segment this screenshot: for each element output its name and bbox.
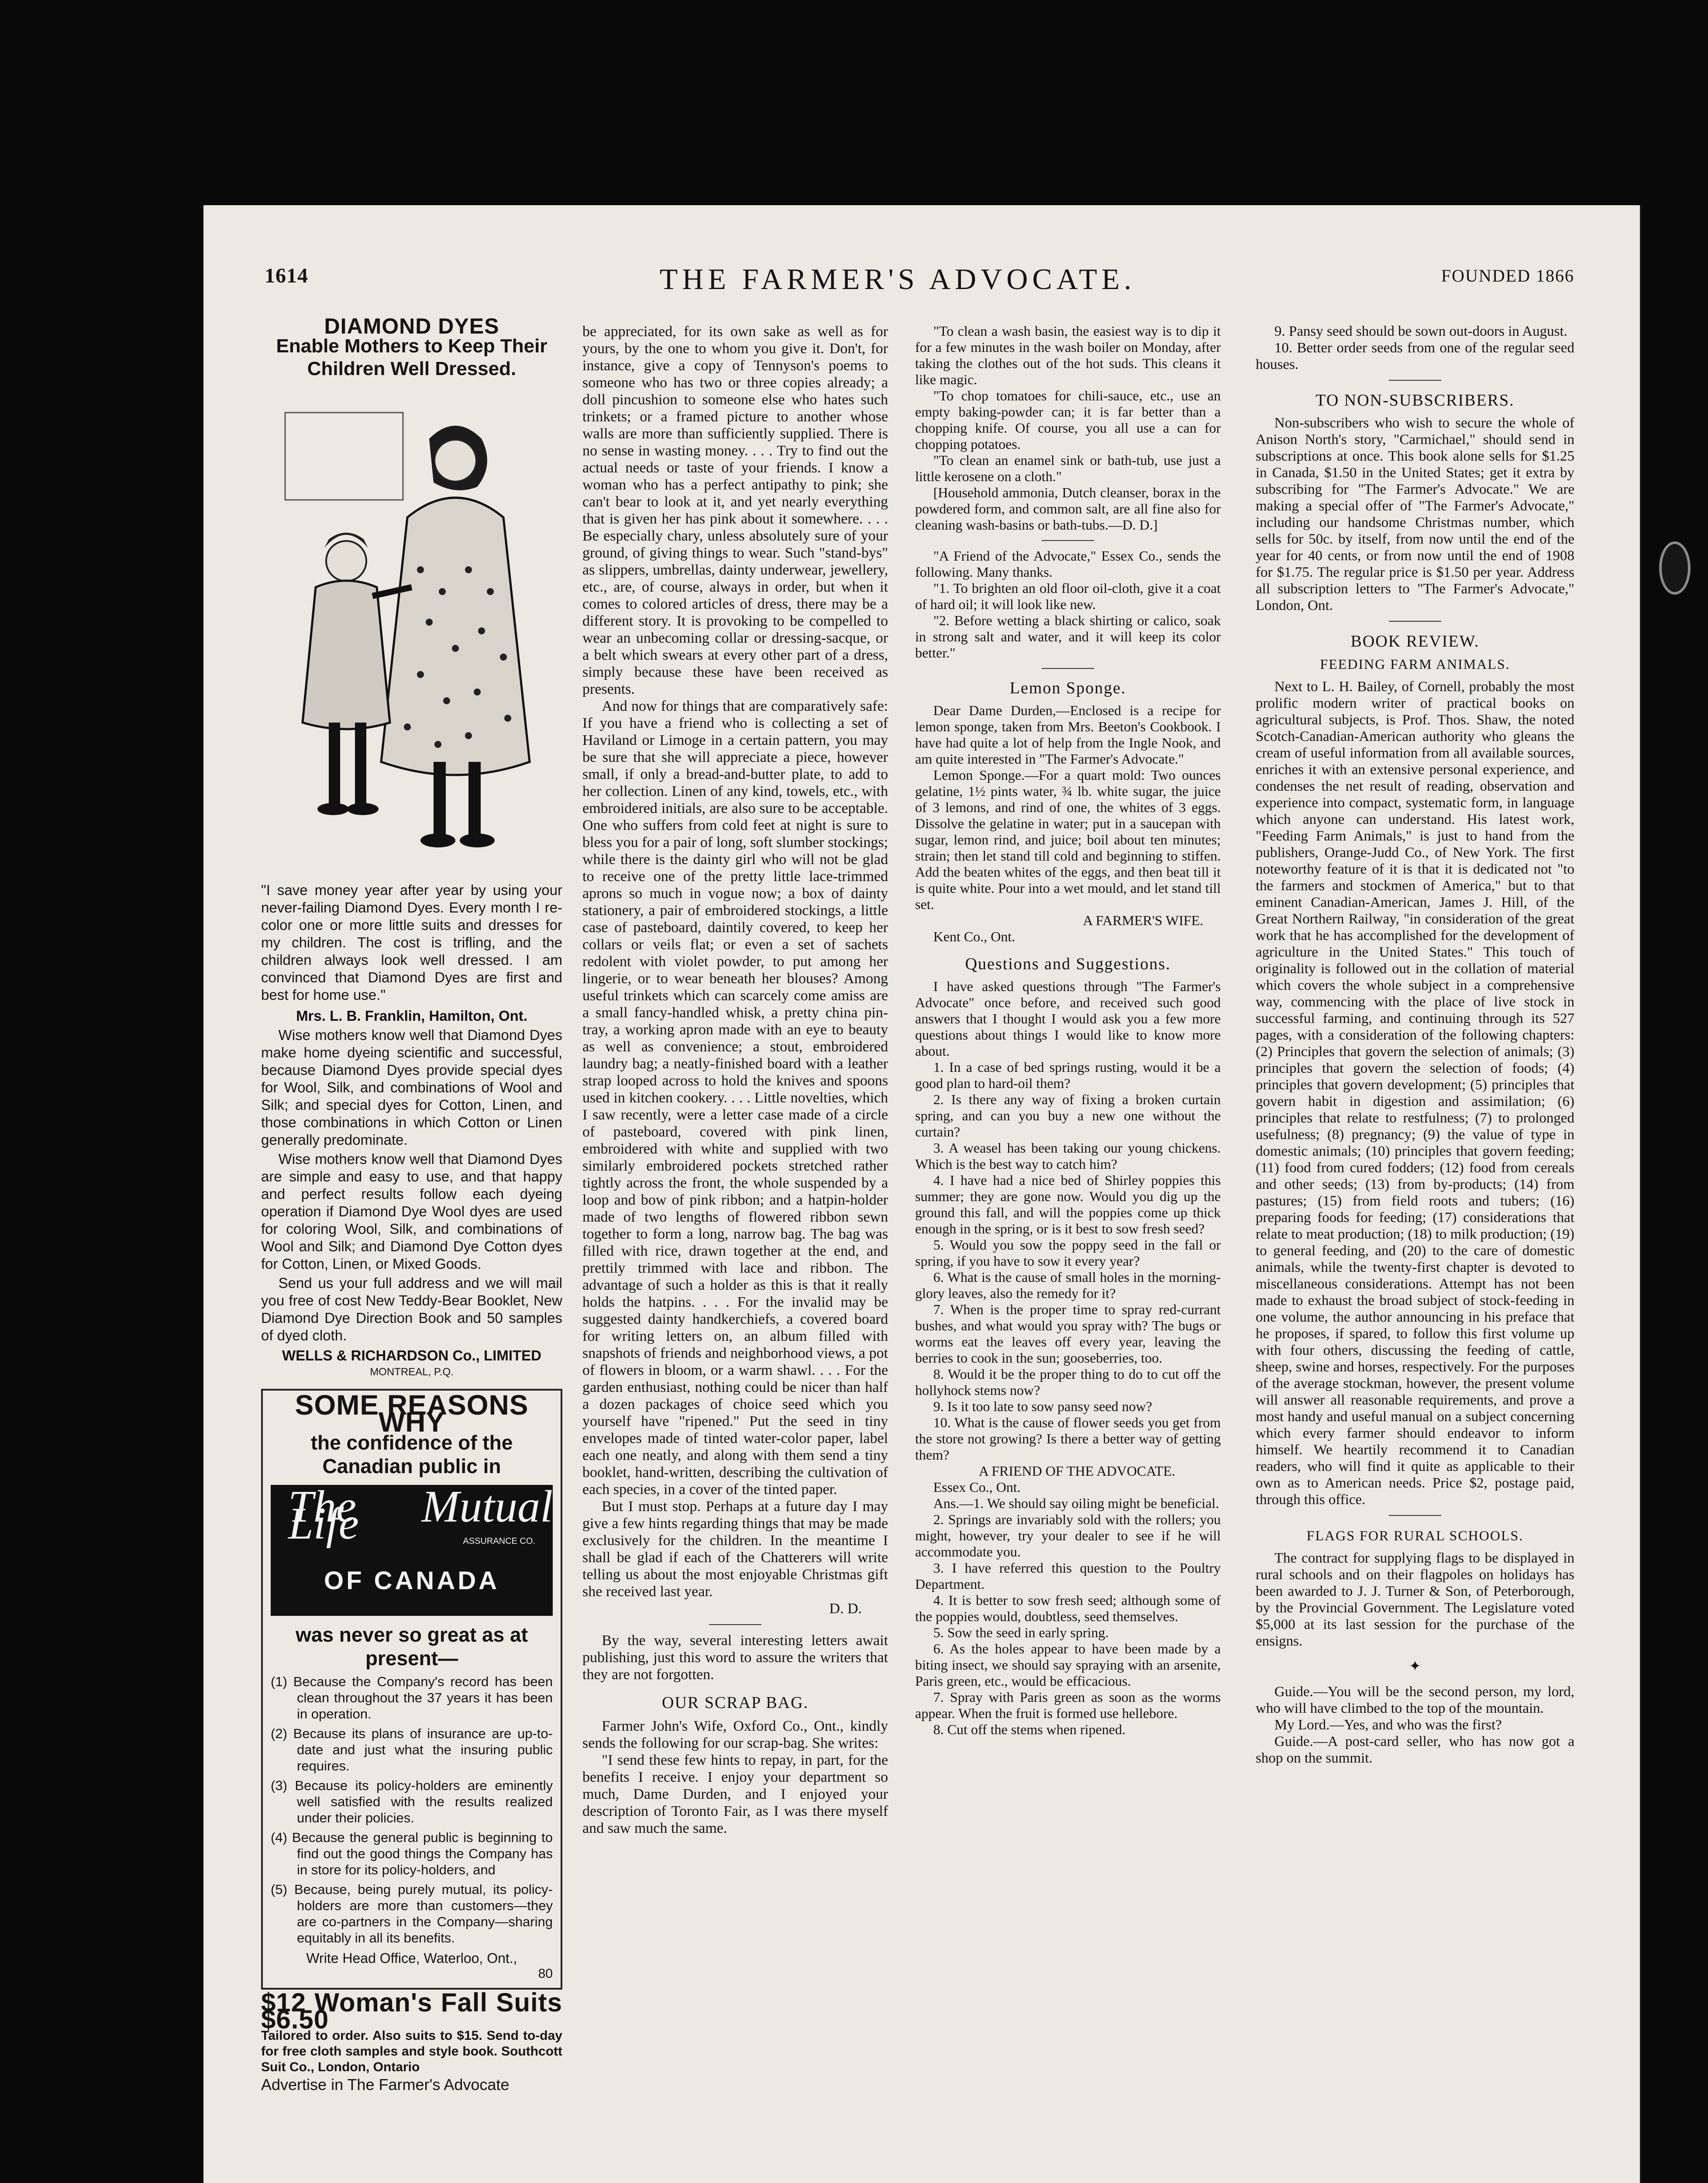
testimonial-quote: "I save money year after year by using your never-failing Diamond Dyes. Every month I re-color one or more little suits and dresses for my children. The cost is trifling, and the children always look well dressed. I am convinced that Diamond Dyes are first and best for home use."	[261, 882, 562, 1003]
answer-item: 9. Pansy seed should be sown out-doors in August.	[1274, 324, 1567, 339]
book-review-heading: BOOK REVIEW.	[1350, 632, 1480, 651]
article-paragraph: And now for things that are comparatively safe: If you have a friend who is collecting a set of Haviland or Limoge in a certain pattern, you may be sure that she will appreciate a piece, however small, if only a bread-and-butter plate, to add to her collection. Linen of any kind, towels, etc., with embroidered initials, are also sure to be acceptable. One who suffers from cold feet at night is sure to bless you for a pair of long, soft slumber stockings; while there is the dainty girl who will not be glad to receive one of the pretty little lace-trimmed aprons so much in vogue now; a box of dainty stationery, a pair of embroidered stockings, a little case of pasteboard, daintily covered, to keep her collars or veils flat; or even a set of sachets redolent with violet powder, to put among her lingerie, or to wear beneath her blouses? Among useful trinkets which can scarcely come amiss are a small fancy-handled whisk, a pretty china pin-tray, a working apron made with an eye to beauty as well as convenience; a stout, embroidered laundry bag; a neatly-finished board with a leather strap looped across to hold the knives and spoons used in kitchen cookery. . . . Little novelties, which I saw recently, were a letter case made of a circle of pasteboard, covered with pink linen, embroidered with white and supplied with two similarly embroidered pockets stretched rather tightly across the front, the whole suspended by a loop and bow of pink ribbon; and a hatpin-holder made of two lengths of flowered ribbon sewn together to form a long, narrow bag. The bag was filled with rice, drawn together at the end, and prettily trimmed with lace and ribbon. The advantage of such a holder as this is that it really holds the hatpins. . . . For the invalid may be suggested dainty handkerchiefs, a covered board for writing letters on, an album filled with snapshots of friends and neighborhood views, a pot of flowers in bloom, or a warm shawl. . . . For the garden enthusiast, nothing could be nicer than half a dozen packages of choice seed which you yourself have "ripened." Put the seed in tiny envelopes made of tinted water-color paper, label each one neatly, and along with them send a tiny booklet, hand-written, describing the cultivation of each species, in a cover of the tinted paper.	[582, 698, 888, 1498]
question-item: 7. When is the proper time to spray red-currant bushes, and what would you spray with? The bugs or worms eat the leaves off every year, leaving the berries to cook in the sun; gooseberries, too.	[915, 1302, 1221, 1366]
article-paragraph: be appreciated, for its own sake as well as for yours, by the one to whom you give it. Don't, for instance, give a copy of Tennyson's poems to someone who has two or three copies already; a doll pincushion to someone else who hates such trinkets; or a framed picture to another whose walls are more than sufficiently supplied. There is no sense in wasting money. . . . Try to find out the actual needs or taste of your friends. I know a woman who has a perfect antipathy to pink; she can't bear to look at it, and yet nearly everything that is given her has pink about it somewhere. . . . Be especially chary, unless absolutely sure of your ground, of giving things to wear. Such "stand-bys" as slippers, umbrellas, dainty underwear, jewellery, etc., are, of course, always in order, but when it comes to colored articles of dress, there may be a different story. It is provoking to be compelled to wear an unbecoming collar or dressing-sacque, or a belt which swears at every other part of a dress, simply because these have been received as presents.	[582, 324, 888, 697]
reason-item: (2) Because its plans of insurance are up-to-date and just what the insuring public requires.	[271, 1726, 553, 1773]
masthead-title: THE FARMER'S ADVOCATE.	[659, 262, 1136, 296]
question-item: 4. I have had a nice bed of Shirley poppies this summer; they are gone now. Would you dig up the ground this fall, and will the poppies come up thick enough in the spring, or is it best to sow fresh seed?	[915, 1172, 1221, 1236]
questions-signature: A FRIEND OF THE ADVOCATE.	[978, 1463, 1175, 1479]
questions-location: Essex Co., Ont.	[933, 1479, 1021, 1495]
lemon-paragraph: Dear Dame Durden,—Enclosed is a recipe for lemon sponge, taken from Mrs. Beeton's Cookbook. I have had quite a lot of help from the Ingle Nook, and am quite interested in "The Farmer's Advocate."	[915, 702, 1221, 767]
question-item: 2. Is there any way of fixing a broken curtain spring, and can you buy a new one without the curtain?	[915, 1092, 1221, 1140]
suits-heading: $12 Woman's Fall Suits $6.50	[261, 1988, 562, 2034]
answer-item: 2. Springs are invariably sold with the rollers; you might, however, try your dealer to see if he will accommodate you.	[915, 1512, 1221, 1560]
column-2	[582, 323, 888, 1837]
answer-item: Ans.—1. We should say oiling might be beneficial.	[933, 1495, 1219, 1511]
lemon-signature: A FARMER'S WIFE.	[1083, 912, 1203, 928]
mutual-num: 80	[538, 1966, 553, 1981]
divider	[1389, 1515, 1441, 1516]
diamond-body-1: Wise mothers know well that Diamond Dyes make home dyeing scientific and successful, because Diamond Dyes provide special dyes for Wool, Silk, and combinations of Wool and Silk; and special dyes for Cotton, Linen, and those combinations in which Cotton or Linen generally predominate.	[261, 1027, 562, 1148]
answer-item: 3. I have referred this question to the Poultry Department.	[915, 1560, 1221, 1592]
book-review-subheading: FEEDING FARM ANIMALS.	[1320, 656, 1510, 672]
scrap-bag-heading: OUR SCRAP BAG.	[662, 1694, 809, 1712]
mutual-small: ASSURANCE CO.	[463, 1536, 535, 1546]
hint-paragraph: [Household ammonia, Dutch cleanser, borax in the powdered form, and common salt, are all fine also for cleaning wash-basins or bath-tubs.—D. D.]	[915, 485, 1221, 533]
answer-item: 8. Cut off the stems when ripened.	[933, 1722, 1126, 1737]
answer-item: 7. Spray with Paris green as soon as the worms appear. When the fruit is formed use hellebore.	[915, 1689, 1221, 1721]
diamond-body-2: Wise mothers know well that Diamond Dyes are simple and easy to use, and that happy and perfect results follow each dyeing operation if Diamond Dye Wool dyes are used for coloring Wool, Silk, and combinations of Wool and Silk; and Diamond Dye Cotton dyes for Cotton, Linen, or Mixed Goods.	[261, 1151, 562, 1272]
lemon-sponge-heading: Lemon Sponge.	[1009, 679, 1126, 697]
reason-item: (4) Because the general public is beginning to find out the good things the Company has in store for its policy-holders, and	[271, 1830, 553, 1877]
advertise-line: Advertise in The Farmer's Advocate	[261, 2076, 510, 2093]
mutual-script: The Mutual Life	[288, 1481, 553, 1549]
column-4	[1256, 323, 1574, 1766]
reason-item: (1) Because the Company's record has been clean throughout the 37 years it has been in operation.	[271, 1674, 553, 1722]
diamond-firm: WELLS & RICHARDSON Co., LIMITED	[282, 1347, 541, 1364]
reason-item: (5) Because, being purely mutual, its policy-holders are more than customers—they are co-partners in the Company—sharing equitably in all its benefits.	[271, 1882, 553, 1945]
diamond-body-3: Send us your full address and we will mail you free of cost New Teddy-Bear Booklet, New Diamond Dye Direction Book and 50 samples of dyed cloth.	[261, 1275, 562, 1343]
questions-intro: I have asked questions through "The Farmer's Advocate" once before, and received such good answers that I thought I would ask you a few more questions about things I would like to know more about.	[915, 978, 1221, 1059]
mutual-sub2: was never so great as at present—	[296, 1623, 528, 1670]
question-item: 9. Is it too late to sow pansy seed now?	[933, 1398, 1152, 1414]
divider	[1389, 380, 1441, 381]
page-header	[265, 262, 1574, 297]
answer-item: 4. It is better to sow fresh seed; although some of the poppies would, doubtless, seed themselves.	[915, 1592, 1221, 1624]
article-paragraph: "I send these few hints to repay, in part, for the benefits I receive. I enjoy your department so much, Dame Durden, and I enjoyed your description of Toronto Fair, as I was there myself and saw much the same.	[582, 1752, 888, 1836]
diamond-city: MONTREAL, P.Q.	[370, 1366, 454, 1378]
ad-column	[261, 314, 562, 2093]
diamond-dyes-ad	[261, 314, 562, 1380]
article-paragraph: By the way, several interesting letters await publishing, just this word to assure the writers that they are not forgotten.	[582, 1632, 888, 1683]
signature: D. D.	[829, 1601, 862, 1617]
mutual-life-logo	[271, 1481, 553, 1616]
hint-paragraph: "To chop tomatoes for chili-sauce, etc., use an empty baking-powder can; it is far better than a chopping knife. Of course, you all use a can for chopping potatoes.	[915, 388, 1221, 452]
question-item: 1. In a case of bed springs rusting, would it be a good plan to hard-oil them?	[915, 1059, 1221, 1091]
edge-ring	[1659, 541, 1691, 595]
question-item: 8. Would it be the proper thing to do to cut off the hollyhock stems now?	[915, 1366, 1221, 1398]
lemon-location: Kent Co., Ont.	[933, 929, 1016, 944]
flags-body: The contract for supplying flags to be displayed in rural schools and on their flagpoles on holidays has been awarded to J. J. Turner & Son, of Peterborough, by the Provincial Government. The Legislature voted $5,000 at its last session for the purchase of the ensigns.	[1256, 1550, 1574, 1649]
question-item: 10. What is the cause of flower seeds you get from the store not growing? Is there a better way of getting them?	[915, 1415, 1221, 1463]
friend-paragraph: "1. To brighten an old floor oil-cloth, give it a coat of hard oil; it will look like new.	[915, 580, 1221, 612]
hint-paragraph: "To clean a wash basin, the easiest way is to dip it for a few minutes in the wash boiler on Monday, after taking the clothes out of the hot suds. This cleans it like magic.	[915, 323, 1221, 387]
mutual-heading: SOME REASONS WHY	[295, 1389, 529, 1438]
suits-body: Tailored to order. Also suits to $15. Send to-day for free cloth samples and style book. Southcott Suit Co., London, Ontario	[261, 2028, 562, 2074]
question-item: 6. What is the cause of small holes in the morning-glory leaves, also the remedy for it?	[915, 1269, 1221, 1301]
questions-heading: Questions and Suggestions.	[965, 955, 1171, 973]
column-3	[915, 323, 1221, 1738]
flags-heading: FLAGS FOR RURAL SCHOOLS.	[1306, 1528, 1524, 1543]
question-item: 5. Would you sow the poppy seed in the fall or spring, if you have to sow it every year?	[915, 1237, 1221, 1269]
hint-paragraph: "To clean an enamel sink or bath-tub, use just a little kerosene on a cloth."	[915, 452, 1221, 484]
founded-line: FOUNDED 1866	[1441, 266, 1574, 286]
divider	[709, 1624, 761, 1625]
article-paragraph: But I must stop. Perhaps at a future day I may give a few hints regarding things that may be made exclusively for the children. In the meantime I shall be glad if each of the Chatterers will write telling us about the most enjoyable Christmas gift she received last year.	[582, 1498, 888, 1600]
answer-item: 5. Sow the seed in early spring.	[933, 1625, 1109, 1640]
divider	[1389, 621, 1441, 622]
answer-item: 6. As the holes appear to have been made by a biting insect, we should say spraying with an arsenite, Paris green, etc., would be efficacious.	[915, 1641, 1221, 1689]
friend-paragraph: "A Friend of the Advocate," Essex Co., sends the following. Many thanks.	[915, 548, 1221, 580]
answer-item: 10. Better order seeds from one of the regular seed houses.	[1256, 340, 1574, 372]
question-item: 3. A weasel has been taking our young chickens. Which is the best way to catch him?	[915, 1140, 1221, 1172]
book-review-body: Next to L. H. Bailey, of Cornell, probably the most prolific modern writer of practical books on agricultural subjects, is Prof. Thos. Shaw, the noted Scotch-Canadian-American authority who gleans the cream of useful information from all available sources, enriches it with an extensive personal experience, and condenses the net result of reading, observation and experience into compact, systematic form, in language which anyone can understand. His latest work, "Feeding Farm Animals," is just to hand from the publishers, Orange-Judd Co., of New York. The first noteworthy feature of it is that it is dedicated not "to the farmers and stockmen of America," but to that eminent Canadian-American, James J. Hill, of the Great Northern Railway, "in consideration of the great work that he has accomplished for the development of agriculture in the United States." This touch of originality is followed out in the collation of material which covers the whole subject in a comprehensive way, commencing with the place of live stock in successful farming, and continuing through its 527 pages, with a consideration of the following chapters: (2) Principles that govern the selection of animals; (3) principles that govern the selection of foods; (4) principles that govern development; (5) principles that govern habit in digestion and assimilation; (6) principles that relate to restfulness; (7) to prolonged usefulness; (8) pregnancy; (9) the value of type in domestic animals; (10) principles that govern feeding; (11) food from cured fodders; (12) food from cereals and other seeds; (13) from by-products; (14) from pastures; (15) from field roots and tubers; (16) preparing foods for feeding; (17) considerations that relate to meat production; (18) to milk production; (19) to general feeding, and (20) to the care of domestic animals, while the twenty-first chapter is devoted to miscellaneous considerations. Attempt has not been made to exhaust the broad subject of stock-feeding in one volume, the author announcing in his preface that he proposes, if spared, to follow this first volume up with four others, discussing the feeding of cattle, sheep, swine and horses, respectively. For the purposes of the average stockman, however, the present volume will answer all reasonable requirements, and prove a most handy and useful manual on a subject concerning which every farmer should endeavor to inform himself. We heartily recommend it to Canadian readers, who will find it quite as applicable to their own as to American needs. Price $2, postage paid, through this office.	[1256, 679, 1574, 1508]
article-paragraph: Farmer John's Wife, Oxford Co., Ont., kindly sends the following for our scrap-bag. She writes:	[582, 1718, 888, 1751]
divider	[1042, 540, 1094, 541]
fall-suits-ad	[261, 1988, 562, 2093]
reason-item: (3) Because its policy-holders are eminently well satisfied with the results realized under their policies.	[271, 1778, 553, 1825]
divider	[1042, 668, 1094, 669]
ornament: ✦	[1409, 1659, 1421, 1674]
non-subscribers-heading: TO NON-SUBSCRIBERS.	[1315, 391, 1515, 410]
newspaper-page	[203, 205, 1640, 2183]
testimonial-signature: Mrs. L. B. Franklin, Hamilton, Ont.	[296, 1008, 527, 1024]
joke-line: My Lord.—Yes, and who was the first?	[1274, 1717, 1502, 1733]
lemon-paragraph: Lemon Sponge.—For a quart mold: Two ounces gelatine, 1½ pints water, ¾ lb. white sugar, the juice of 3 lemons, and rind of one, the whites of 3 eggs. Dissolve the gelatine in water; put in a saucepan with sugar, lemon rind, and juice; boil about ten minutes; strain; then let stand till cold and beginning to stiffen. Add the beaten whites of the eggs, and then beat till it is quite white. Pour into a wet mould, and let stand till set.	[915, 767, 1221, 912]
page-number: 1614	[265, 264, 308, 287]
mother-daughter-illustration	[263, 386, 560, 875]
mutual-canada: OF CANADA	[324, 1567, 499, 1595]
non-subscribers-body: Non-subscribers who wish to secure the whole of Anison North's story, "Carmichael," should send in subscriptions at once. This book alone sells for $1.25 in Canada, $1.50 in the United States; get it extra by subscribing for "The Farmer's Advocate." We are making a special offer of "The Farmer's Advocate," including our handsome Christmas number, which sells for 50c. by itself, from now until the end of the year for 40 cents, or from now until the end of 1908 for $1.75. The regular price is $1.50 per year. Address all subscription letters to "The Farmer's Advocate," London, Ont.	[1256, 415, 1574, 613]
mutual-life-ad	[261, 1389, 562, 1990]
diamond-subtitle: Enable Mothers to Keep Their Children Well Dressed.	[276, 335, 548, 379]
mutual-sub1: the confidence of the Canadian public in	[310, 1431, 513, 1477]
joke-line: Guide.—You will be the second person, my lord, who will have climbed to the top of the mountain.	[1256, 1684, 1574, 1716]
joke-line: Guide.—A post-card seller, who has now got a shop on the summit.	[1256, 1734, 1574, 1766]
friend-paragraph: "2. Before wetting a black shirting or calico, soak in strong salt and water, and it will keep its color better."	[915, 613, 1221, 661]
mutual-office: Write Head Office, Waterloo, Ont.,	[306, 1950, 517, 1966]
diamond-title: DIAMOND DYES	[324, 314, 499, 338]
